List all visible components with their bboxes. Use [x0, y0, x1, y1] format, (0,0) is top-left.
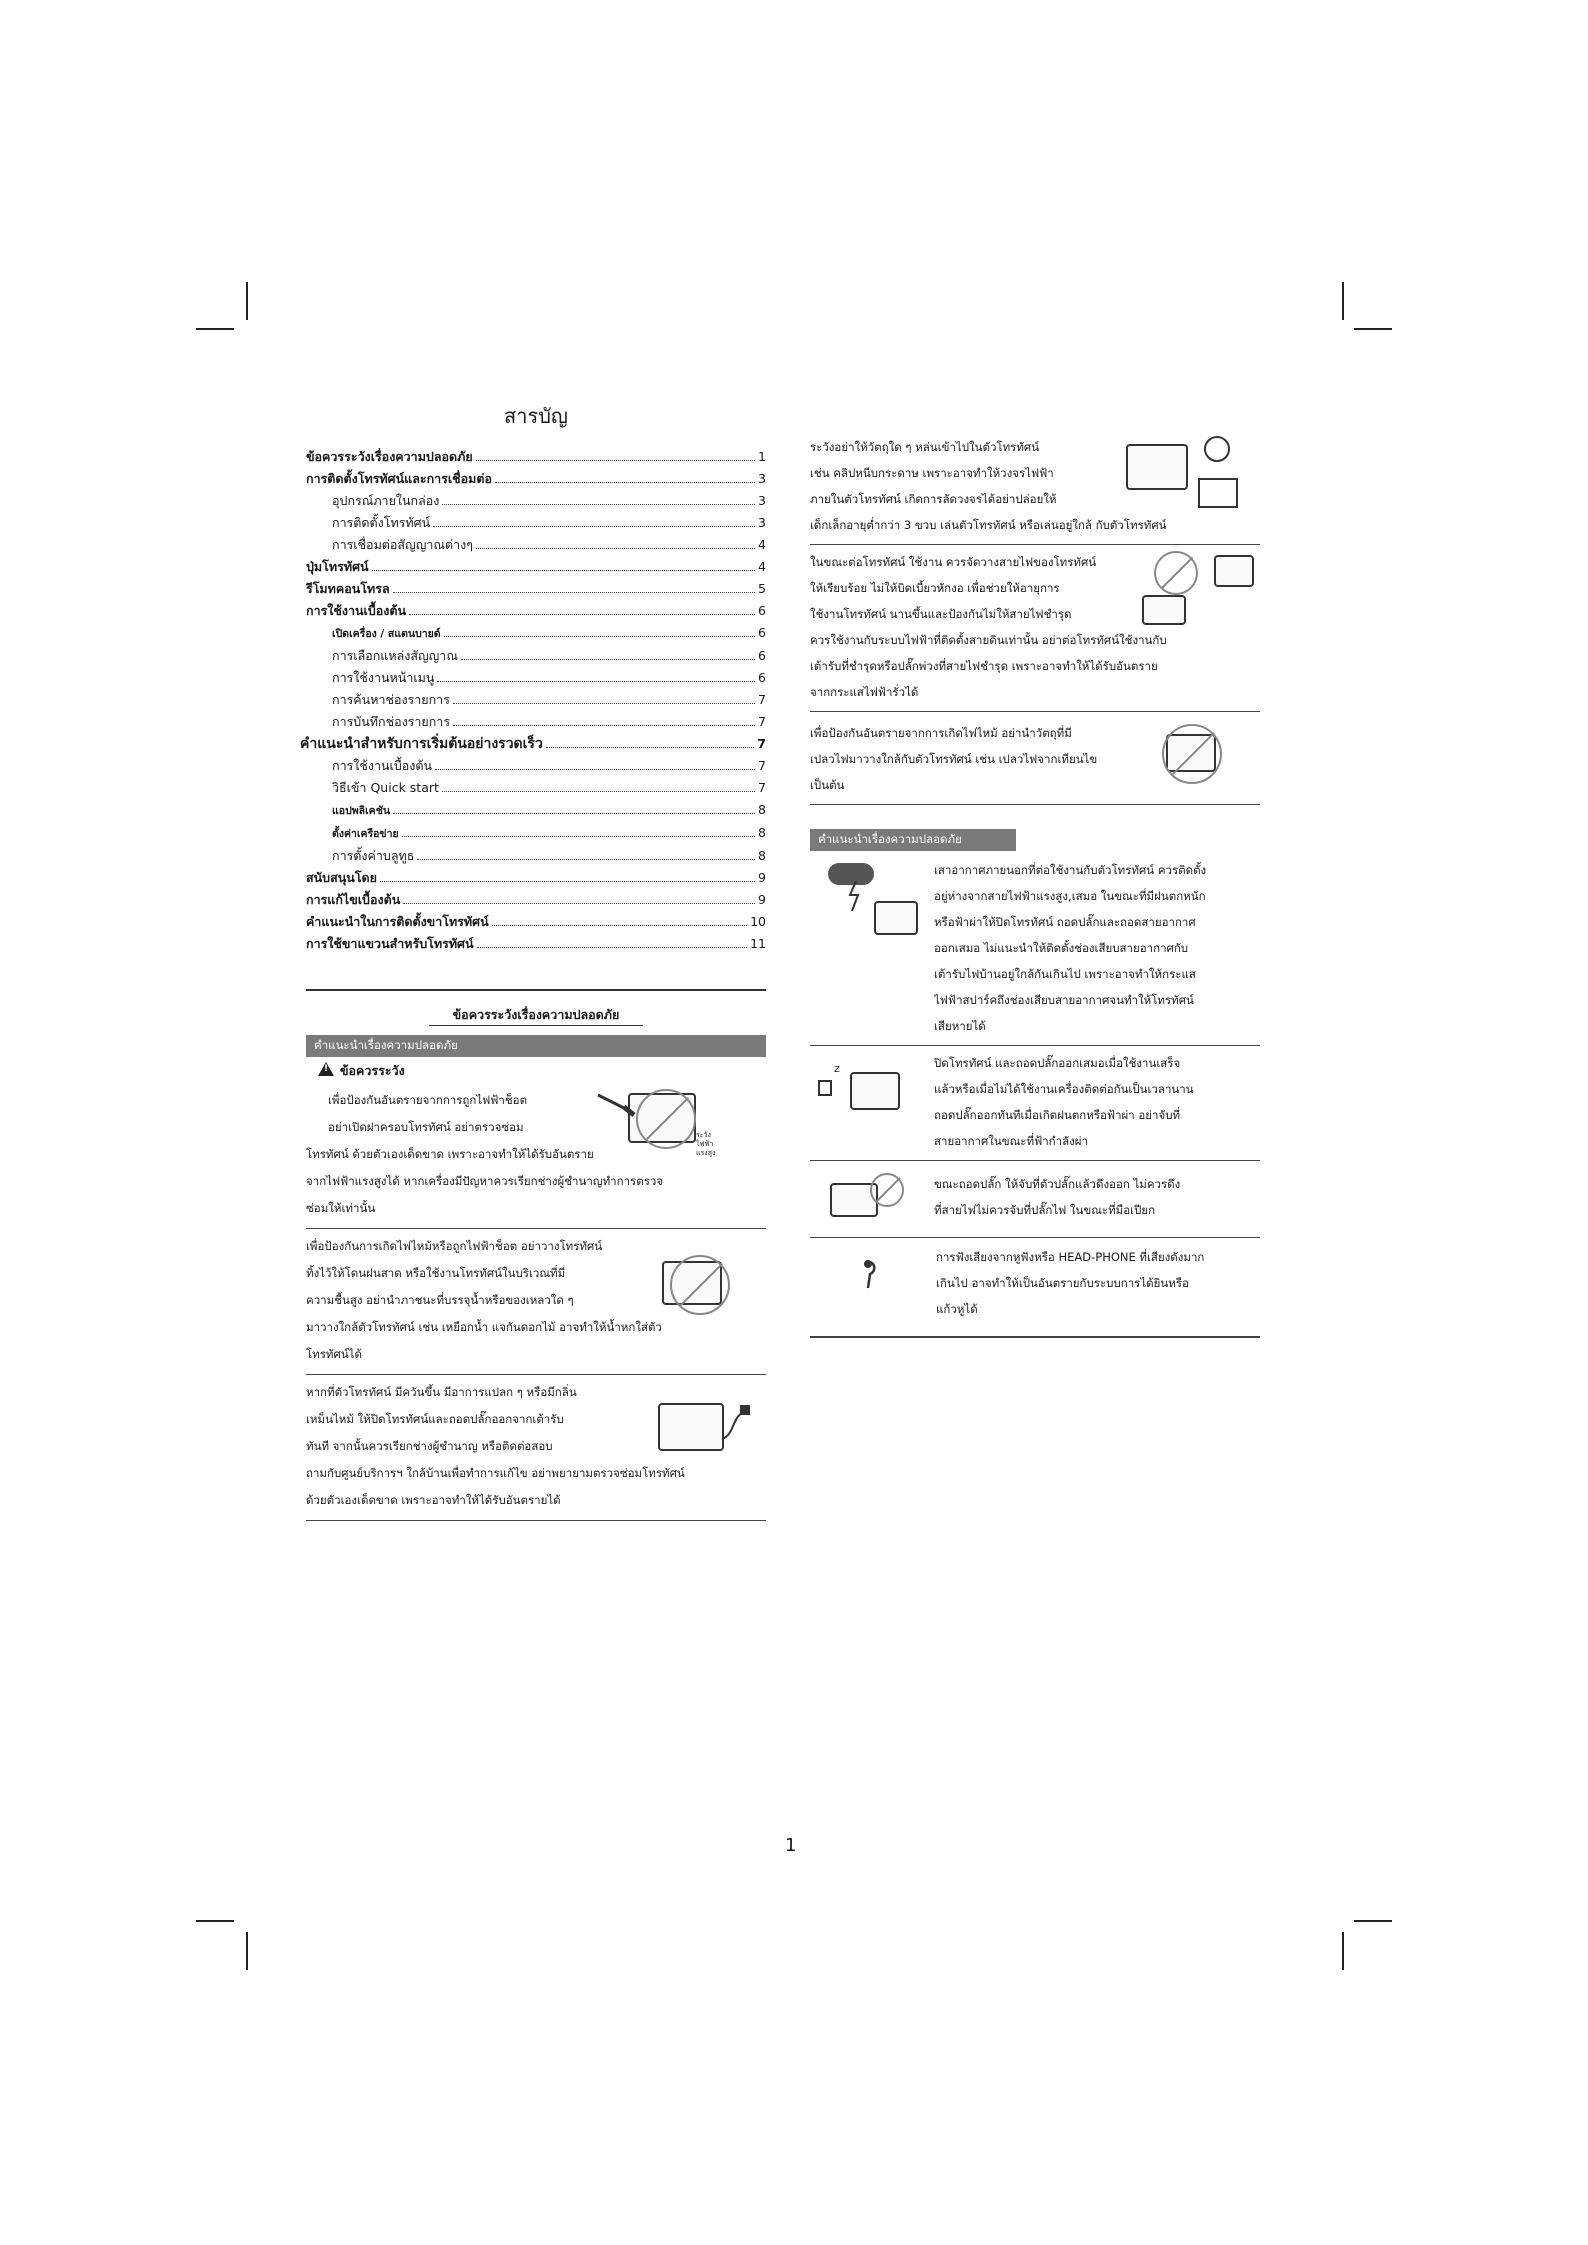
- text-line: โทรทัศน์ได้: [306, 1347, 362, 1361]
- crop-mark: [246, 1932, 248, 1970]
- safety-bar: คำแนะนำเรื่องความปลอดภัย: [306, 1035, 766, 1057]
- toc-leader: [477, 947, 748, 948]
- text-line: เกินไป อาจทำให้เป็นอันตรายกับระบบการได้ยินหรือ: [936, 1276, 1189, 1290]
- tv-flame-illustration: [1160, 716, 1230, 786]
- toc-leader: [433, 526, 755, 527]
- toc-page: 6: [758, 625, 766, 640]
- toc-leader: [442, 504, 755, 505]
- toc-row: [306, 777, 766, 799]
- text-line: จากไฟฟ้าแรงสูงได้ หากเครื่องมีปัญหาควรเรียกช่างผู้ชำนาญทำการตรวจ: [306, 1174, 664, 1188]
- prohibited-icon: [870, 1173, 904, 1207]
- toc-row: [306, 468, 766, 490]
- text-line: ระวังอย่าให้วัตถุใด ๆ หล่นเข้าไปในตัวโทรทัศน์: [810, 440, 1040, 454]
- toc-leader: [393, 813, 755, 814]
- text-line: ควรใช้งานกับระบบไฟฟ้าที่ติดตั้งสายดินเท่านั้น อย่าต่อโทรทัศน์ใช้งานกับ: [810, 633, 1167, 647]
- tv-icon: [850, 1072, 900, 1110]
- toc-label: การตั้งค่าบลูทูธ: [332, 848, 415, 863]
- toc-label: คำแนะนำในการติดตั้งขาโทรทัศน์: [306, 914, 489, 929]
- toc-leader: [546, 747, 754, 748]
- text-line: เป็นต้น: [810, 778, 845, 792]
- text-line: ไฟฟ้าสปาร์คถึงช่องเสียบสายอากาศจนทำให้โทรทัศน์: [934, 993, 1194, 1007]
- toc-label: ตั้งค่าเครือข่าย: [332, 828, 399, 840]
- block-divider: [306, 1520, 766, 1521]
- warning-icon: [318, 1062, 334, 1076]
- toc-page: 3: [758, 471, 766, 486]
- toc-page: 6: [758, 648, 766, 663]
- block-divider: [810, 1336, 1260, 1338]
- toc-label: ข้อควรระวังเรื่องความปลอดภัย: [306, 449, 473, 464]
- text-line: หรือฟ้าผ่าให้ปิดโทรทัศน์ ถอดปลั๊กและถอดสายอากาศ: [934, 915, 1196, 929]
- text-line: หากที่ตัวโทรทัศน์ มีควันขึ้น มีอาการแปลก ๆ หรือมีกลิ่น: [306, 1385, 577, 1399]
- tv-shock-illustration: [596, 1083, 716, 1165]
- toc-page: 1: [758, 449, 766, 464]
- text-line: เพื่อป้องกันการเกิดไฟไหม้หรือถูกไฟฟ้าช็อต อย่าวางโทรทัศน์: [306, 1239, 603, 1253]
- prohibited-icon: [1154, 551, 1198, 595]
- text-line: ปิดโทรทัศน์ และถอดปลั๊กออกเสมอเมื่อใช้งานเสร็จ: [934, 1056, 1181, 1070]
- toc-row: [300, 733, 766, 755]
- toc-row: [306, 645, 766, 667]
- text-line: ทิ้งไว้ให้โดนฝนสาด หรือใช้งานโทรทัศน์ในบริเวณที่มี: [306, 1266, 566, 1280]
- toc-label: การเชื่อมต่อสัญญาณต่างๆ: [332, 537, 473, 552]
- toc-label: การแก้ไขเบื้องต้น: [306, 892, 401, 907]
- screwdriver-icon: [596, 1089, 636, 1119]
- text-line: ภายในตัวโทรทัศน์ เกิดการลัดวงจรได้อย่าปล่อยให้: [810, 492, 1057, 506]
- crop-mark: [196, 328, 234, 330]
- crop-mark: [1342, 1932, 1344, 1970]
- toc-row: [306, 889, 766, 911]
- toc-page: 7: [757, 736, 766, 751]
- toc-label: ปุ่มโทรทัศน์: [306, 559, 369, 574]
- text-line: สายอากาศในขณะที่ฟ้ากำลังผ่า: [934, 1134, 1088, 1148]
- toc-row: [306, 578, 766, 600]
- block-divider: [810, 804, 1260, 805]
- toc-label: การค้นหาช่องรายการ: [332, 692, 450, 707]
- toc-row: [306, 867, 766, 889]
- toc-label: รีโมทคอนโทรล: [306, 581, 390, 596]
- text-line: เด็กเล็กอายุต่ำกว่า 3 ขวบ เล่นตัวโทรทัศน์ หรือเล่นอยู่ใกล้ กับตัวโทรทัศน์: [810, 518, 1167, 532]
- toc-leader: [476, 548, 755, 549]
- tv-icon: [874, 901, 918, 935]
- text-line: ความชื้นสูง อย่านำภาชนะที่บรรจุน้ำหรือของเหลวใด ๆ: [306, 1293, 574, 1307]
- text-line: ให้เรียบร้อย ไม่ให้บิดเบี้ยวหักงอ เพื่อช่วยให้อายุการ: [810, 581, 1060, 595]
- toc-page: 3: [758, 515, 766, 530]
- toc-leader: [403, 903, 755, 904]
- toc-page: 7: [758, 692, 766, 707]
- prohibited-icon: [1162, 724, 1222, 784]
- toc-row: [306, 490, 766, 512]
- zz-icon: z: [834, 1062, 840, 1075]
- caution-label: !ข้อควรระวัง: [318, 1061, 766, 1081]
- toc-label: การใช้งานหน้าเมนู: [332, 670, 435, 685]
- child-figure-icon: [1204, 436, 1230, 462]
- page-number: 1: [785, 1835, 797, 1856]
- toc-leader: [372, 570, 755, 571]
- toc-page: 9: [758, 892, 766, 907]
- tv-icon: [658, 1403, 724, 1451]
- crop-mark: [246, 282, 248, 320]
- text-line: เสียหายได้: [934, 1019, 986, 1033]
- text-line: อยู่ห่างจากสายไฟฟ้าแรงสูง,เสมอ ในขณะที่มีฝนตกหนัก: [934, 889, 1206, 903]
- text-line: ซ่อมให้เท่านั้น: [306, 1201, 376, 1215]
- text-line: ทันที จากนั้นควรเรียกช่างผู้ชำนาญ หรือติดต่อสอบ: [306, 1439, 553, 1453]
- shock-caption: ระวังไฟฟ้าแรงสูง: [696, 1131, 716, 1157]
- text-line: อย่าเปิดฝาครอบโทรทัศน์ อย่าตรวจซ่อม: [328, 1120, 524, 1134]
- lightning-antenna-illustration: [822, 857, 926, 953]
- safety-block-plug: [810, 1161, 1260, 1237]
- text-line: ออกเสมอ ไม่แนะนำให้ติดตั้งช่องเสียบสายอากาศกับ: [934, 941, 1189, 955]
- toc-page: 8: [758, 848, 766, 863]
- text-line: เต้ารับไฟบ้านอยู่ใกล้กันเกินไป เพราะอาจทำให้กระแส: [934, 967, 1196, 981]
- toc-leader: [417, 859, 755, 860]
- text-line: เช่น คลิปหนีบกระดาษ เพราะอาจทำให้วงจรไฟฟ้า: [810, 466, 1054, 480]
- toc-label: การใช้งานเบื้องต้น: [306, 603, 407, 618]
- text-line: โทรทัศน์ ด้วยตัวเองเด็ดขาด เพราะอาจทำให้ได้รับอันตราย: [306, 1147, 594, 1161]
- safety-block-smoke: [306, 1375, 766, 1520]
- prohibited-icon: [670, 1255, 730, 1315]
- text-line: ด้วยตัวเองเด็ดขาด เพราะอาจทำให้ได้รับอันตรายได้: [306, 1493, 561, 1507]
- prohibited-icon: [636, 1089, 696, 1149]
- box-icon: [1198, 478, 1238, 508]
- toc-label: การบันทึกช่องรายการ: [332, 714, 451, 729]
- text-line: เพื่อป้องกันอันตรายจากการถูกไฟฟ้าช็อต: [328, 1093, 528, 1107]
- crop-mark: [1342, 282, 1344, 320]
- toc-leader: [453, 725, 755, 726]
- tv-icon: [1214, 555, 1254, 587]
- toc-leader: [476, 460, 755, 461]
- toc-leader: [402, 836, 755, 837]
- crop-mark: [1354, 328, 1392, 330]
- toc-row: [306, 845, 766, 867]
- tv-cable-illustration: [1140, 549, 1260, 629]
- outlet-icon: [818, 1080, 832, 1096]
- tv-sleep-illustration: [816, 1056, 926, 1126]
- toc-leader: [435, 769, 755, 770]
- toc-label: แอปพลิเคชัน: [332, 805, 391, 817]
- toc-page: 10: [750, 914, 766, 929]
- crop-mark: [196, 1920, 234, 1922]
- toc-page: 7: [758, 780, 766, 795]
- safety-heading: ข้อควรระวังเรื่องความปลอดภัย: [306, 1005, 766, 1025]
- text-line: มาวางใกล้ตัวโทรทัศน์ เช่น เหยือกน้ำ แจกันดอกไม้ อาจทำให้น้ำหกใส่ตัว: [306, 1320, 662, 1334]
- text-line: เสาอากาศภายนอกที่ต่อใช้งานกับตัวโทรทัศน์ ควรติดตั้ง: [934, 863, 1207, 877]
- text-line: เปลวไฟมาวางใกล้กับตัวโทรทัศน์ เช่น เปลวไฟจากเทียนไข: [810, 752, 1098, 766]
- tv-water-illustration: [656, 1249, 736, 1319]
- safety-block-cable: [810, 545, 1260, 711]
- toc-row: [306, 600, 766, 622]
- toc-row: [306, 689, 766, 711]
- tv-icon: [1142, 595, 1186, 625]
- left-column: [300, 400, 766, 1521]
- toc-label: คำแนะนำสำหรับการเริ่มต้นอย่างรวดเร็ว: [300, 736, 543, 752]
- safety-block-unplug: [810, 1046, 1260, 1160]
- text-line: เพื่อป้องกันอันตรายจากการเกิดไฟไหม้ อย่านำวัตถุที่มี: [810, 726, 1072, 740]
- text-line: ใช้งานโทรทัศน์ นานขึ้นและป้องกันไม่ให้สายไฟชำรุด: [810, 607, 1072, 621]
- toc-leader: [444, 636, 755, 637]
- toc-leader: [495, 482, 755, 483]
- toc-page: 4: [758, 559, 766, 574]
- text-line: ที่สายไฟไม่ควรจับที่ปลั๊กไฟ ในขณะที่มือเปียก: [934, 1203, 1156, 1217]
- safety-block-shock: [306, 1083, 766, 1228]
- toc-leader: [453, 703, 755, 704]
- text-line: จากกระแสไฟฟ้ารั่วได้: [810, 685, 919, 699]
- toc-label: การติดตั้งโทรทัศน์และการเชื่อมต่อ: [306, 471, 493, 486]
- toc-page: 4: [758, 537, 766, 552]
- toc-leader: [393, 592, 755, 593]
- text-line: ในขณะต่อโทรทัศน์ ใช้งาน ควรจัดวางสายไฟของโทรทัศน์: [810, 555, 1097, 569]
- safety-block-antenna: [810, 853, 1260, 1045]
- toc-page: 5: [758, 581, 766, 596]
- toc-row: [306, 755, 766, 777]
- text-line: ถามกับศูนย์บริการฯ ใกล้บ้านเพื่อทำการแก้ไข อย่าพยายามตรวจซ่อมโทรทัศน์: [306, 1466, 685, 1480]
- safety-block-flame: [810, 712, 1260, 804]
- toc-row: [306, 933, 766, 955]
- toc-label: สนับสนุนโดย: [306, 870, 377, 885]
- toc-row: [306, 622, 766, 645]
- toc-label: การเลือกแหล่งสัญญาณ: [332, 648, 458, 663]
- lightning-icon: [846, 881, 866, 911]
- text-line: แก้วหูได้: [936, 1302, 978, 1316]
- toc-row: [306, 822, 766, 845]
- toc-leader: [492, 925, 747, 926]
- text-line: การฟังเสียงจากหูฟังหรือ HEAD-PHONE ที่เสียงดังมาก: [936, 1250, 1205, 1264]
- toc-label: การใช้งานเบื้องต้น: [332, 758, 433, 773]
- safety-block-headphone: [810, 1238, 1260, 1336]
- crop-mark: [1354, 1920, 1392, 1922]
- section-divider: [306, 989, 766, 991]
- toc-label: วิธีเข้า Quick start: [332, 780, 439, 795]
- tv-plug-illustration: [830, 1167, 920, 1227]
- safety-bar: คำแนะนำเรื่องความปลอดภัย: [810, 829, 1016, 851]
- safety-block-objects: [810, 430, 1260, 544]
- table-of-contents: [300, 446, 766, 955]
- text-line: ถอดปลั๊กออกทันทีเมื่อเกิดฝนตกหรือฟ้าผ่า อย่าจับที่: [934, 1108, 1181, 1122]
- toc-row: [306, 667, 766, 689]
- earphone-icon: [862, 1258, 882, 1292]
- tv-child-illustration: [1120, 430, 1260, 516]
- toc-leader: [409, 614, 755, 615]
- toc-label: อุปกรณ์ภายในกล่อง: [332, 493, 440, 508]
- tv-smoke-illustration: [656, 1379, 752, 1459]
- toc-row: [306, 799, 766, 822]
- plug-icon: [720, 1399, 752, 1449]
- toc-label: การใช้ขาแขวนสำหรับโทรทัศน์: [306, 936, 474, 951]
- toc-page: 7: [758, 758, 766, 773]
- toc-page: 11: [750, 936, 766, 951]
- toc-leader: [437, 681, 755, 682]
- tv-icon: [1126, 444, 1188, 490]
- toc-row: [306, 911, 766, 933]
- toc-page: 6: [758, 603, 766, 618]
- toc-row: [306, 512, 766, 534]
- toc-title: สารบัญ: [504, 404, 568, 428]
- toc-row: [306, 446, 766, 468]
- toc-page: 6: [758, 670, 766, 685]
- text-line: เหม็นไหม้ ให้ปิดโทรทัศน์และถอดปลั๊กออกจากเต้ารับ: [306, 1412, 564, 1426]
- safety-block-water: [306, 1229, 766, 1374]
- toc-label: การติดตั้งโทรทัศน์: [332, 515, 431, 530]
- text-line: แล้วหรือเมื่อไม่ได้ใช้งานเครื่องติดต่อกันเป็นเวลานาน: [934, 1082, 1194, 1096]
- toc-page: 8: [758, 825, 766, 840]
- toc-row: [306, 534, 766, 556]
- toc-page: 7: [758, 714, 766, 729]
- toc-page: 8: [758, 802, 766, 817]
- right-column: [810, 430, 1260, 1338]
- text-line: ขณะถอดปลั๊ก ให้จับที่ตัวปลั๊กแล้วดึงออก ไม่ควรดึง: [934, 1177, 1181, 1191]
- toc-leader: [442, 791, 755, 792]
- toc-row: [306, 556, 766, 578]
- toc-row: [306, 711, 766, 733]
- toc-page: 9: [758, 870, 766, 885]
- toc-page: 3: [758, 493, 766, 508]
- toc-leader: [461, 659, 755, 660]
- text-line: เต้ารับที่ชำรุดหรือปลั๊กพ่วงที่สายไฟชำรุด เพราะอาจทำให้ได้รับอันตราย: [810, 659, 1158, 673]
- toc-label: เปิดเครื่อง / สแตนบายด์: [332, 628, 441, 640]
- toc-leader: [380, 881, 755, 882]
